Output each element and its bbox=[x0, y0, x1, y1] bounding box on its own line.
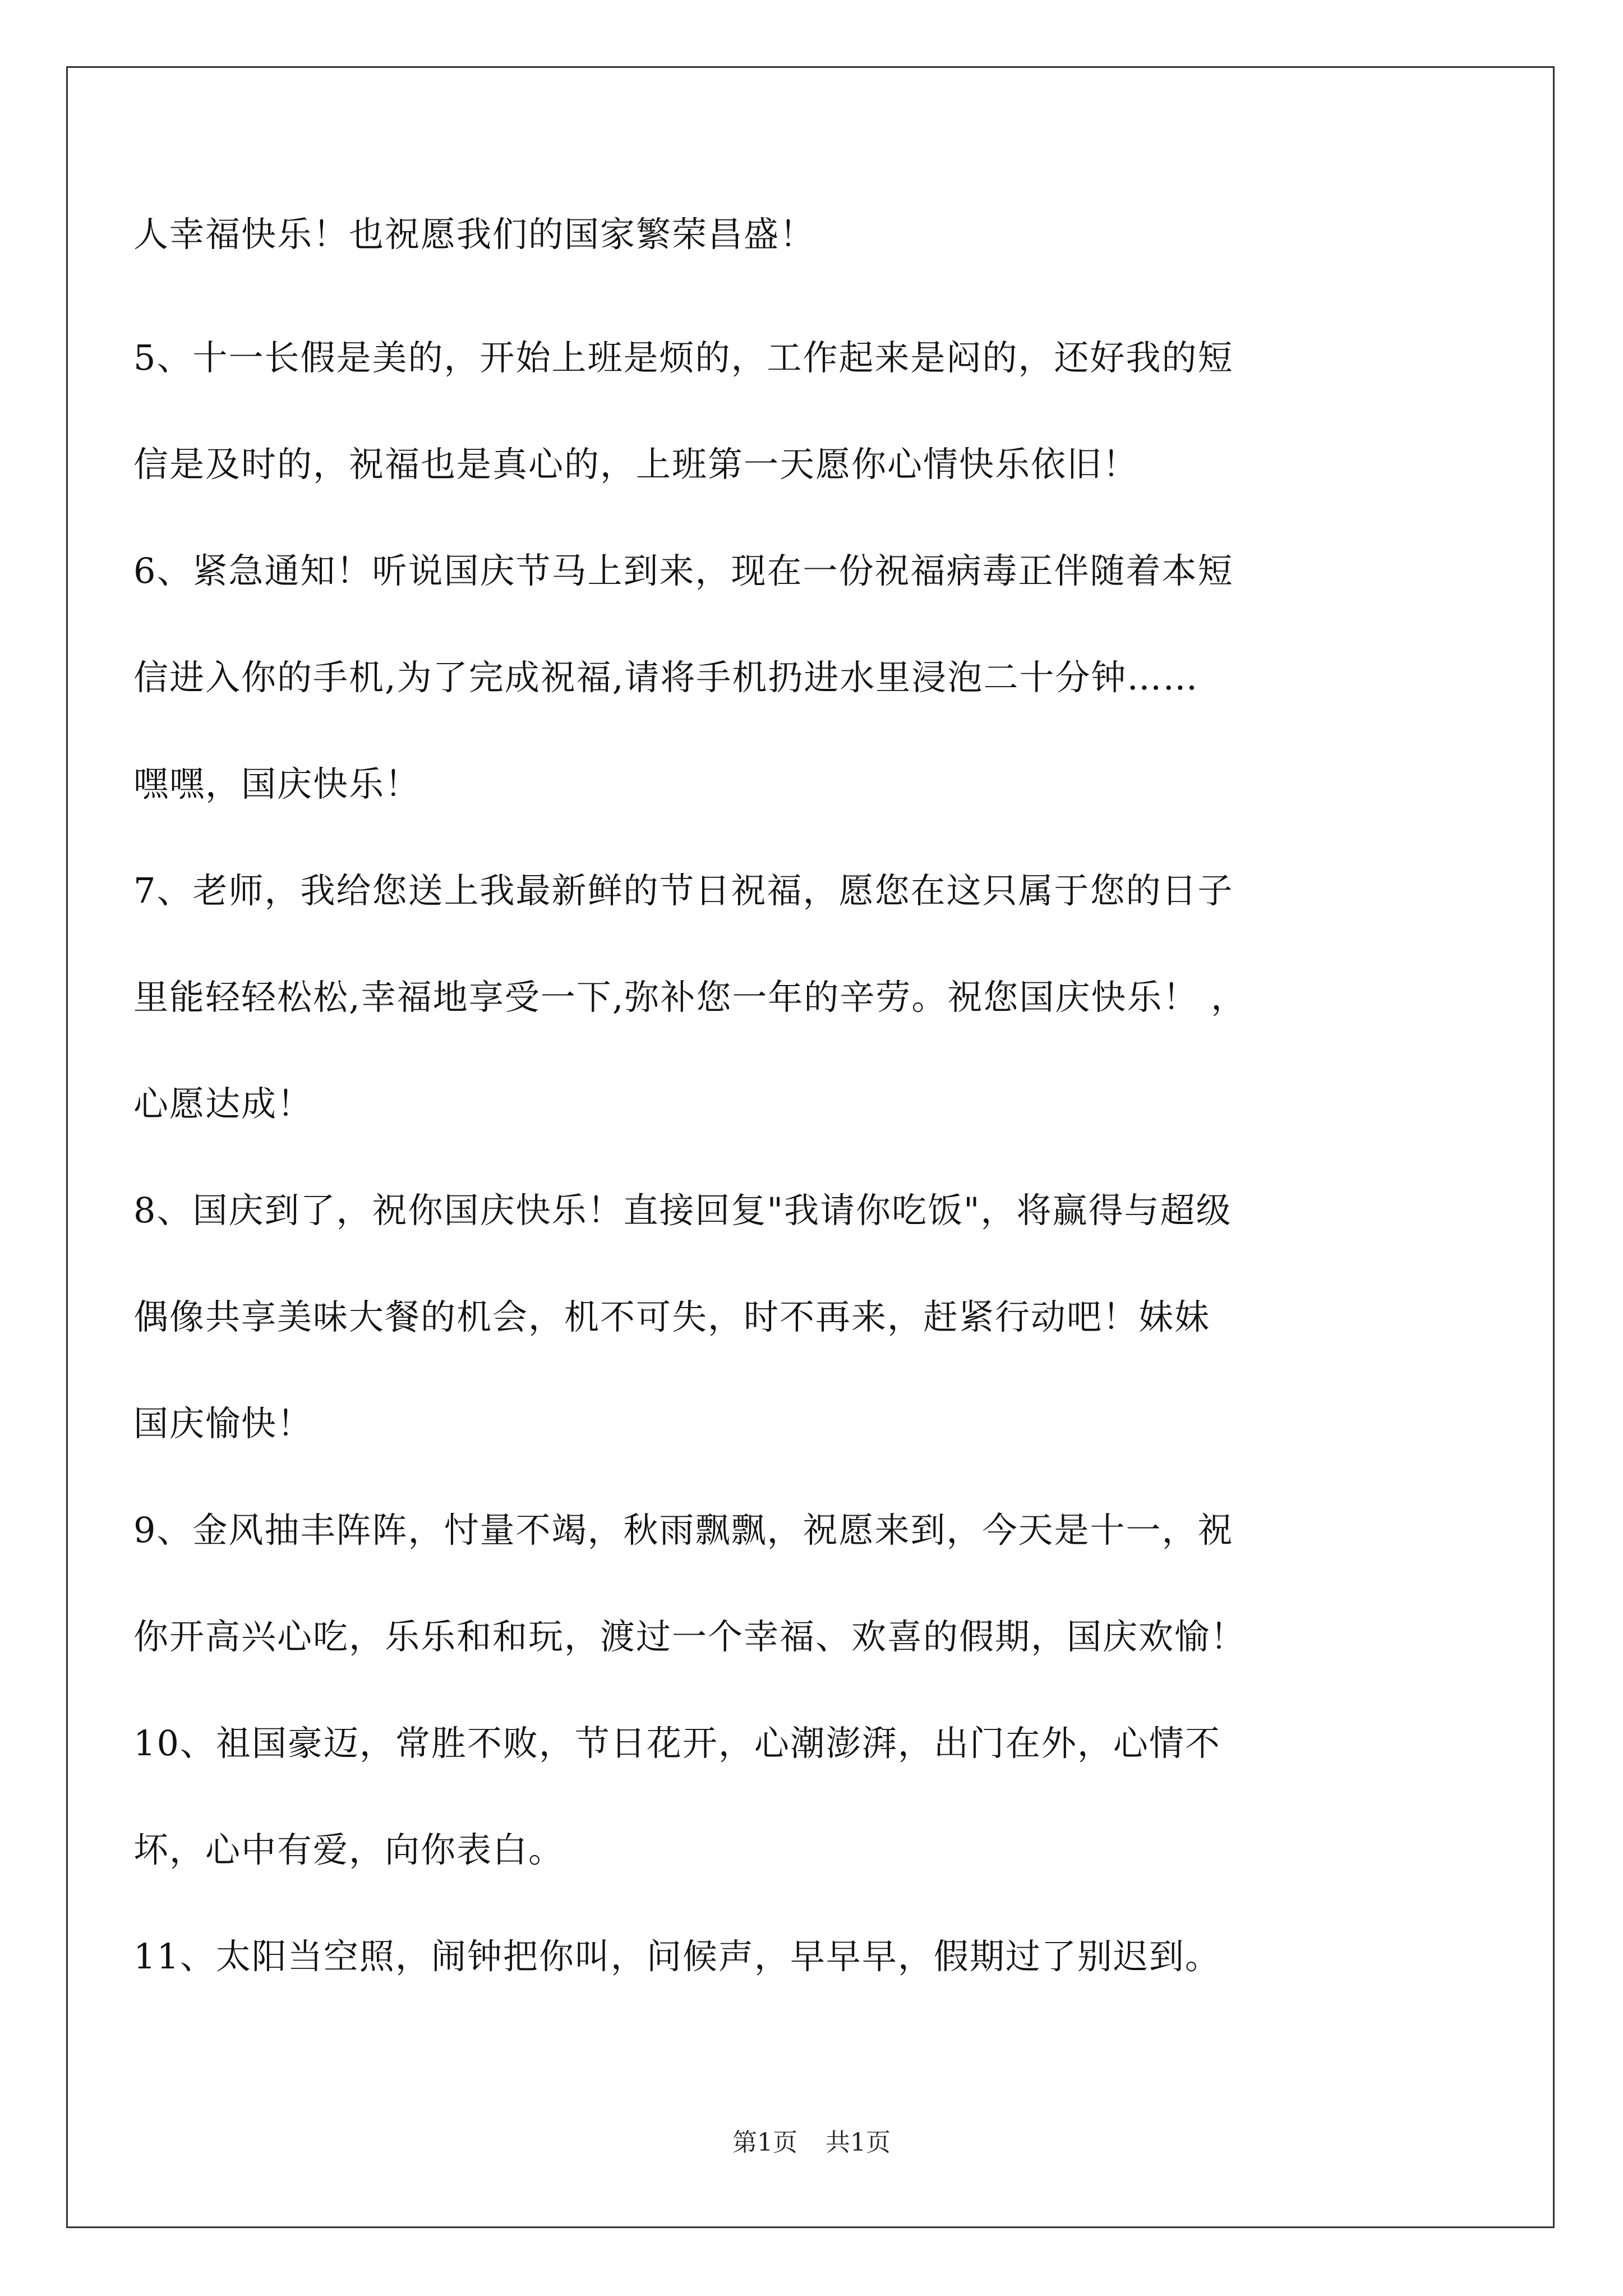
text-line: 11、太阳当空照，闹钟把你叫，问候声，早早早，假期过了别迟到。 bbox=[133, 1936, 1221, 1977]
page-footer bbox=[0, 2126, 1623, 2160]
text-line: 6、紧急通知！听说国庆节马上到来，现在一份祝福病毒正伴随着本短 bbox=[133, 550, 1234, 591]
text-line: 嘿嘿，国庆快乐！ bbox=[133, 763, 421, 804]
text-line: 偶像共享美味大餐的机会，机不可失，时不再来，赶紧行动吧！妹妹 bbox=[133, 1296, 1211, 1337]
text-line: 心愿达成！ bbox=[133, 1083, 313, 1124]
text-line: 5、十一长假是美的，开始上班是烦的，工作起来是闷的，还好我的短 bbox=[133, 337, 1234, 378]
page-number: 第1页 bbox=[732, 2128, 797, 2157]
text-line: 国庆愉快！ bbox=[133, 1403, 313, 1444]
page-border bbox=[66, 66, 1555, 2228]
text-line: 9、金风抽丰阵阵，忖量不竭，秋雨飘飘，祝愿来到，今天是十一，祝 bbox=[133, 1510, 1234, 1550]
text-line: 人幸福快乐！也祝愿我们的国家繁荣昌盛！ bbox=[133, 214, 816, 255]
text-line: 信进入你的手机,为了完成祝福,请将手机扔进水里浸泡二十分钟…… bbox=[133, 657, 1199, 698]
text-line: 信是及时的，祝福也是真心的，上班第一天愿你心情快乐依旧！ bbox=[133, 444, 1139, 485]
text-line: 7、老师，我给您送上我最新鲜的节日祝福，愿您在这只属于您的日子 bbox=[133, 870, 1234, 911]
text-line: 里能轻轻松松,幸福地享受一下,弥补您一年的辛劳。祝您国庆快乐！ ， bbox=[133, 977, 1247, 1018]
text-line: 10、祖国豪迈，常胜不败，节日花开，心潮澎湃，出门在外，心情不 bbox=[133, 1723, 1221, 1764]
page-total: 共1页 bbox=[826, 2128, 891, 2157]
text-line: 你开高兴心吃，乐乐和和玩，渡过一个幸福、欢喜的假期，国庆欢愉！ bbox=[133, 1616, 1247, 1657]
text-line: 8、国庆到了，祝你国庆快乐！直接回复"我请你吃饭"，将赢得与超级 bbox=[133, 1190, 1232, 1231]
text-line: 坏，心中有爱，向你表白。 bbox=[133, 1829, 565, 1870]
